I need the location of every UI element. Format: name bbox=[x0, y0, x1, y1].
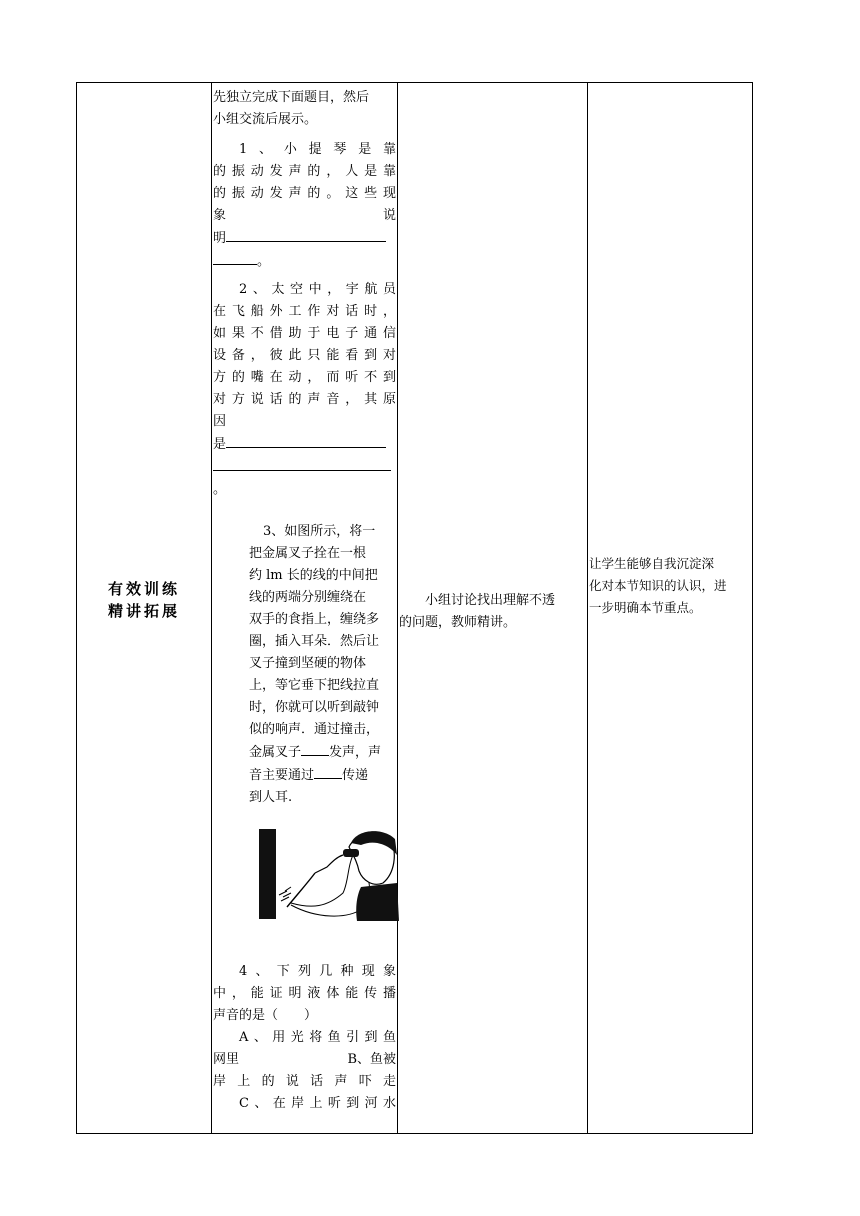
question-2-line: 设备，彼此只能看到对 bbox=[213, 348, 396, 363]
body-shape bbox=[356, 883, 399, 921]
question-4-line: C、在岸上听到河水 bbox=[239, 1096, 396, 1111]
lesson-table bbox=[76, 82, 753, 1134]
hand-shape bbox=[343, 849, 359, 857]
question-4-line: 声音的是（ ） bbox=[213, 1008, 318, 1023]
text-fragment: 传递 bbox=[342, 768, 369, 783]
answer-blank bbox=[226, 227, 386, 242]
question-3-line: 到人耳. bbox=[249, 790, 293, 805]
text-fragment: 发声，声 bbox=[329, 745, 382, 760]
text-line: 小组交流后展示。 bbox=[213, 112, 318, 127]
text-fragment: 网里 bbox=[213, 1052, 240, 1067]
question-1-line bbox=[213, 227, 396, 250]
question-3-line: 双手的食指上，缠绕多 bbox=[249, 612, 380, 627]
question-4-line: 中，能证明液体能传播 bbox=[213, 986, 396, 1001]
question-3-line: 线的两端分别缠绕在 bbox=[249, 590, 367, 605]
column-divider bbox=[397, 83, 398, 1133]
text-fragment: 明 bbox=[213, 231, 227, 246]
hard-object bbox=[259, 829, 276, 919]
question-2-line: 方的嘴在动，而听不到 bbox=[213, 370, 396, 385]
question-2-line: 2、太空中，宇航员 bbox=[239, 282, 396, 297]
question-3-line: 上，等它垂下把线拉直 bbox=[249, 678, 380, 693]
answer-blank bbox=[213, 456, 391, 471]
text-line: 小组讨论找出理解不透 bbox=[425, 593, 556, 608]
text-fragment: 是 bbox=[213, 437, 227, 452]
row-label bbox=[77, 578, 211, 622]
row-label-line: 有效训练 bbox=[107, 580, 180, 598]
question-1-line bbox=[213, 205, 396, 227]
text-fragment: 说 bbox=[382, 208, 396, 223]
question-2-line: 因 bbox=[213, 414, 227, 429]
row-label-line: 精讲拓展 bbox=[107, 602, 180, 620]
question-2-line: 对方说话的声音，其原 bbox=[213, 392, 396, 407]
question-3-line: 叉子撞到坚硬的物体 bbox=[249, 656, 367, 671]
question-2-line: 如果不借助于电子通信 bbox=[213, 326, 396, 341]
text-line: 一步明确本节重点。 bbox=[589, 600, 702, 615]
fork-tines bbox=[279, 887, 291, 901]
question-3-line: 时，你就可以听到敲钟 bbox=[249, 700, 380, 715]
question-3-line: 似的响声．通过撞击， bbox=[249, 722, 380, 737]
question-4-line bbox=[213, 1049, 396, 1071]
question-4-line: 4、下列几种现象 bbox=[239, 964, 396, 979]
text-line: 先独立完成下面题目，然后 bbox=[213, 90, 370, 105]
text-fragment: 象 bbox=[213, 208, 227, 223]
fork-handle bbox=[287, 873, 315, 907]
question-3-line: 把金属叉子拴在一根 bbox=[249, 546, 367, 561]
question-3 bbox=[213, 521, 396, 809]
question-1-line: 1、小提琴是靠 bbox=[239, 142, 396, 157]
string-line bbox=[291, 851, 355, 906]
fork-experiment-figure bbox=[257, 827, 399, 921]
question-1-line: 的振动发声的，人是靠 bbox=[213, 164, 396, 179]
design-intent-column bbox=[589, 553, 753, 619]
question-4-line: A、用光将鱼引到鱼 bbox=[239, 1030, 396, 1045]
answer-blank bbox=[301, 741, 329, 756]
answer-blank bbox=[314, 764, 342, 779]
question-2-line: 在飞船外工作对话时， bbox=[213, 304, 396, 319]
question-3-line: 3、如图所示，将一 bbox=[263, 524, 376, 539]
text-fragment: 金属叉子 bbox=[249, 745, 302, 760]
question-4-line: 岸上的说话声吓走 bbox=[213, 1074, 396, 1089]
answer-blank bbox=[213, 250, 257, 265]
exercise-column bbox=[213, 87, 396, 1115]
text-line: 的问题，教师精讲。 bbox=[399, 615, 517, 630]
question-2-line: 。 bbox=[213, 482, 227, 497]
question-1-line: 的振动发声的。这些现 bbox=[213, 186, 396, 201]
answer-blank bbox=[226, 433, 386, 448]
question-1-line bbox=[213, 250, 396, 273]
text-line: 让学生能够自我沉淀深 bbox=[589, 556, 715, 571]
question-3-line bbox=[249, 741, 396, 764]
column-divider bbox=[587, 83, 588, 1133]
question-3-line: 圈，插入耳朵．然后让 bbox=[249, 634, 380, 649]
teacher-activity-column bbox=[399, 590, 587, 634]
arm-outline bbox=[315, 855, 343, 873]
text-fragment: B、鱼被 bbox=[347, 1052, 396, 1067]
text-fragment: 。 bbox=[257, 254, 271, 269]
question-2-line bbox=[213, 433, 396, 456]
text-fragment: 音主要通过 bbox=[249, 768, 315, 783]
question-3-line bbox=[249, 764, 396, 787]
question-3-line: 约 lm 长的线的中间把 bbox=[249, 568, 378, 583]
text-line: 化对本节知识的认识，进 bbox=[589, 578, 727, 593]
question-2-line bbox=[213, 456, 396, 479]
column-divider bbox=[211, 83, 212, 1133]
